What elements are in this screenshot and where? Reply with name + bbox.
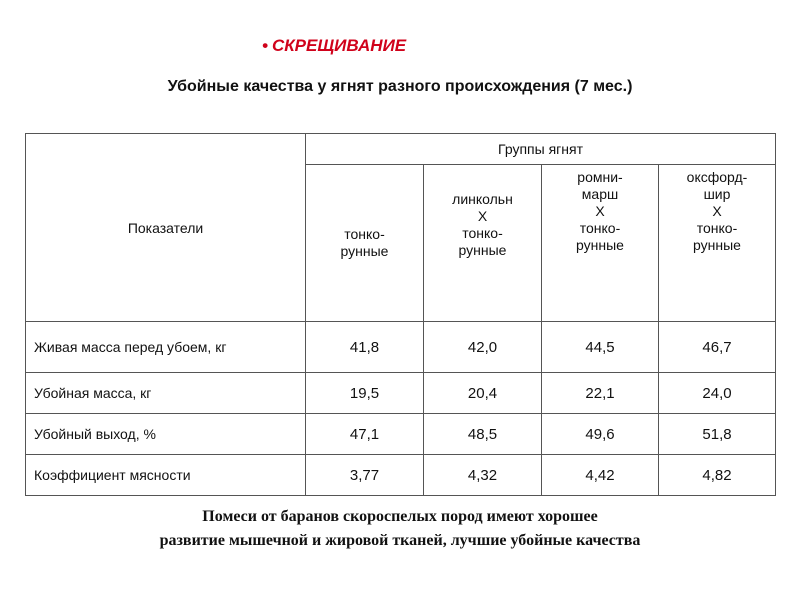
conclusion-text: [0, 505, 800, 553]
table-cell: 4,32: [424, 455, 542, 496]
table-row: [26, 455, 776, 496]
table-row: [26, 373, 776, 414]
section-heading-text: СКРЕЩИВАНИЕ: [271, 36, 407, 55]
group-header-line: линкольн: [452, 191, 513, 207]
group-header-line: тонко-: [696, 220, 738, 236]
conclusion-line: развитие мышечной и жировой тканей, лучшие убойные качества: [159, 532, 641, 549]
group-header-1: [306, 165, 424, 322]
row-label: Убойный выход, %: [26, 414, 306, 455]
bullet-icon: •: [262, 36, 268, 55]
table-cell: 4,42: [542, 455, 659, 496]
table-row: [26, 414, 776, 455]
table-cell: 51,8: [659, 414, 776, 455]
table-title: Убойные качества у ягнят разного происхождения (7 мес.): [167, 78, 633, 95]
slaughter-quality-table: [25, 133, 776, 496]
table-cell: 42,0: [424, 322, 542, 373]
row-label: Живая масса перед убоем, кг: [26, 322, 306, 373]
table-cell: 41,8: [306, 322, 424, 373]
group-header-line: тонко-: [579, 220, 621, 236]
group-header-line: оксфорд-: [686, 169, 748, 185]
table-cell: 44,5: [542, 322, 659, 373]
group-header-3: [542, 165, 659, 322]
group-header-line: тонко-: [462, 225, 503, 241]
group-header-line: рунные: [340, 243, 389, 259]
table-cell: 3,77: [306, 455, 424, 496]
table-cell: 49,6: [542, 414, 659, 455]
table-cell: 19,5: [306, 373, 424, 414]
group-header-line: рунные: [458, 242, 507, 258]
group-header-line: ромни-: [577, 169, 623, 185]
group-header-line: шир: [703, 186, 731, 202]
table-row: [26, 322, 776, 373]
table-cell: 47,1: [306, 414, 424, 455]
table-cell: 22,1: [542, 373, 659, 414]
row-label: Убойная масса, кг: [26, 373, 306, 414]
table-cell: 24,0: [659, 373, 776, 414]
group-header-line: марш: [581, 186, 619, 202]
table-cell: 48,5: [424, 414, 542, 455]
row-label: Коэффициент мясности: [26, 455, 306, 496]
section-heading: [262, 36, 406, 56]
group-header-2: [424, 165, 542, 322]
group-header-line: рунные: [693, 237, 741, 253]
group-header-line: Х: [477, 208, 488, 224]
conclusion-line: Помеси от баранов скороспелых пород имеют хорошее: [202, 508, 598, 525]
group-header-4: [659, 165, 776, 322]
table-cell: 20,4: [424, 373, 542, 414]
group-header-line: Х: [595, 203, 605, 219]
group-header-line: тонко-: [344, 226, 385, 242]
table-cell: 46,7: [659, 322, 776, 373]
group-header-line: рунные: [576, 237, 624, 253]
groups-header: Группы ягнят: [306, 134, 776, 165]
group-header-line: Х: [712, 203, 722, 219]
indicators-header: Показатели: [26, 134, 306, 322]
table-cell: 4,82: [659, 455, 776, 496]
